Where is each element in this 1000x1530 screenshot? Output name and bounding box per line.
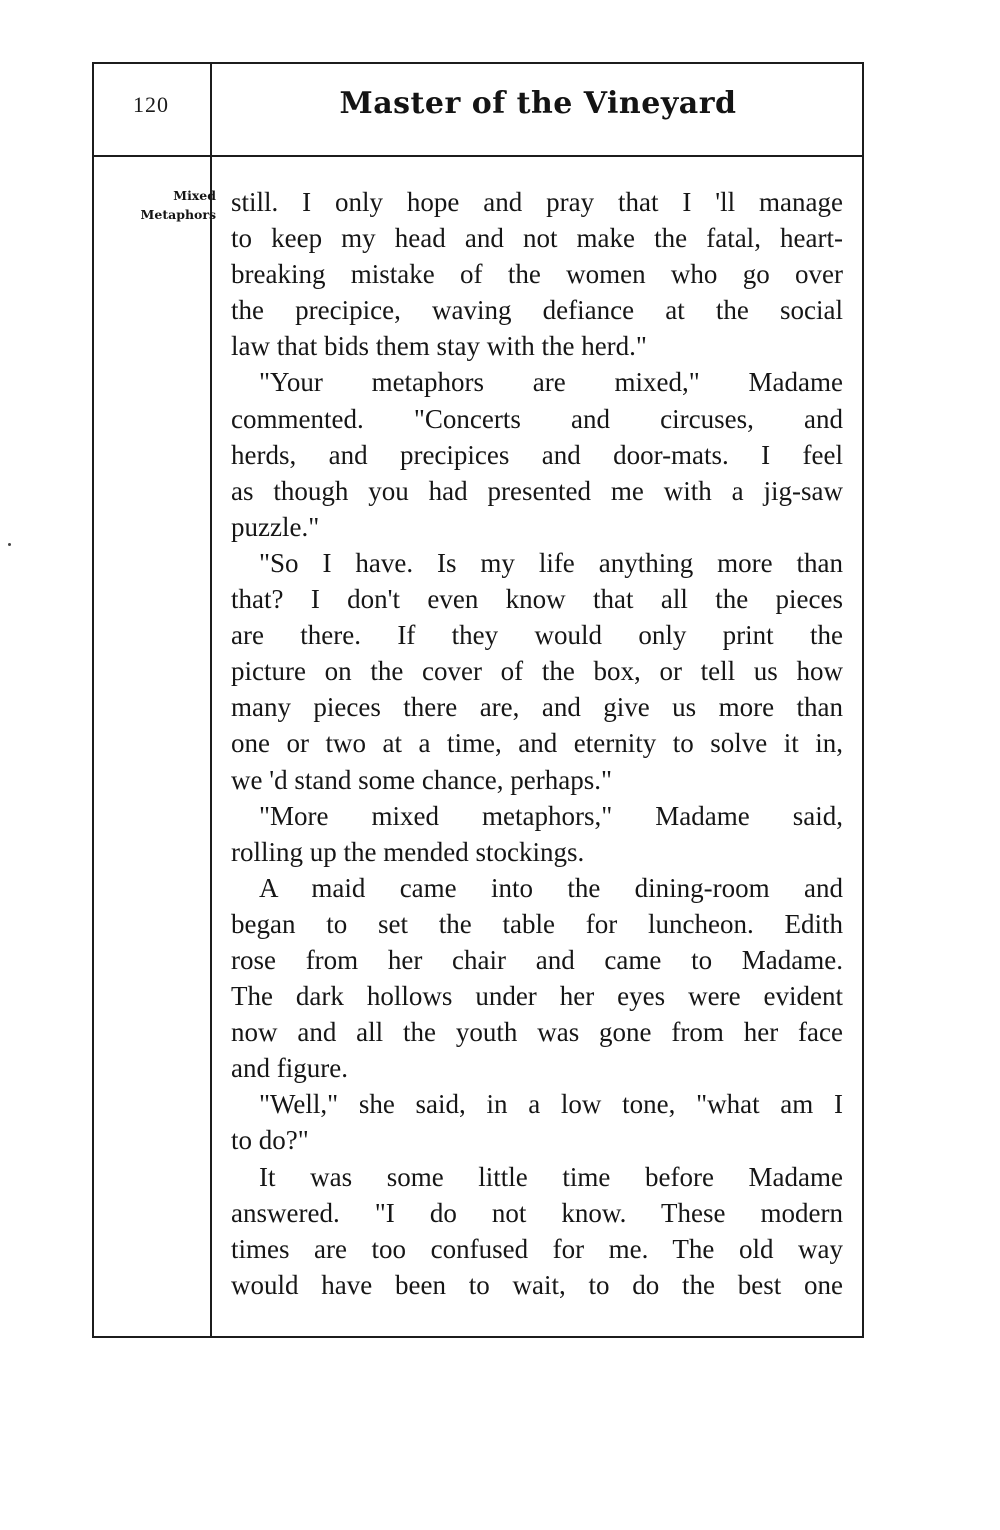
text-line: are there. If they would only print the [231,620,843,651]
text-line: law that bids them stay with the herd." [231,331,647,362]
text-line: breaking mistake of the women who go over [231,259,843,290]
text-line: answered. "I do not know. These modern [231,1197,843,1228]
running-title: Master of the Vineyard [339,86,737,121]
text-line: "More mixed metaphors," Madame said, [259,800,843,831]
text-line: puzzle." [231,511,320,542]
text-line: herds, and precipices and door-mats. I feel [231,439,843,470]
sidenote-line-2: Metaphors [140,207,216,222]
margin-column-rule [210,62,212,1338]
text-line: now and all the youth was gone from her face [231,1017,843,1048]
text-line: the precipice, waving defiance at the social [231,295,843,326]
text-line: A maid came into the dining-room and [259,872,843,903]
text-line: rose from her chair and came to Madame. [231,944,843,975]
text-line: as though you had presented me with a jig-saw [231,475,843,506]
text-line: many pieces there are, and give us more than [231,692,843,723]
text-line: still. I only hope and pray that I 'll manage [231,187,843,217]
page-number: 120 [133,92,169,117]
text-line: commented. "Concerts and circuses, and [231,403,843,434]
text-line: times are too confused for me. The old way [231,1233,843,1264]
margin-sidenote [100,186,216,224]
text-line: that? I don't even know that all the pieces [231,584,843,615]
text-line: rolling up the mended stockings. [231,836,585,867]
text-line: to keep my head and not make the fatal, heart- [231,223,843,254]
text-line: "Your metaphors are mixed," Madame [259,367,843,398]
text-line: we 'd stand some chance, perhaps." [231,764,613,795]
text-line: "Well," she said, in a low tone, "what am I [259,1089,843,1120]
text-line: and figure. [231,1053,348,1084]
text-line: picture on the cover of the box, or tell us how [231,656,843,687]
text-line: The dark hollows under her eyes were evident [231,981,843,1012]
sidenote-line-1: Mixed [173,188,216,203]
text-line: It was some little time before Madame [259,1161,843,1192]
text-line: to do?" [231,1125,309,1156]
text-line: began to set the table for luncheon. Edith [231,908,843,939]
text-line: one or two at a time, and eternity to solve it in, [231,728,843,759]
body-text [231,184,843,1303]
header-rule [92,155,864,157]
text-line: "So I have. Is my life anything more than [259,547,843,578]
stray-mark [8,543,11,546]
text-line: would have been to wait, to do the best one [231,1269,843,1300]
